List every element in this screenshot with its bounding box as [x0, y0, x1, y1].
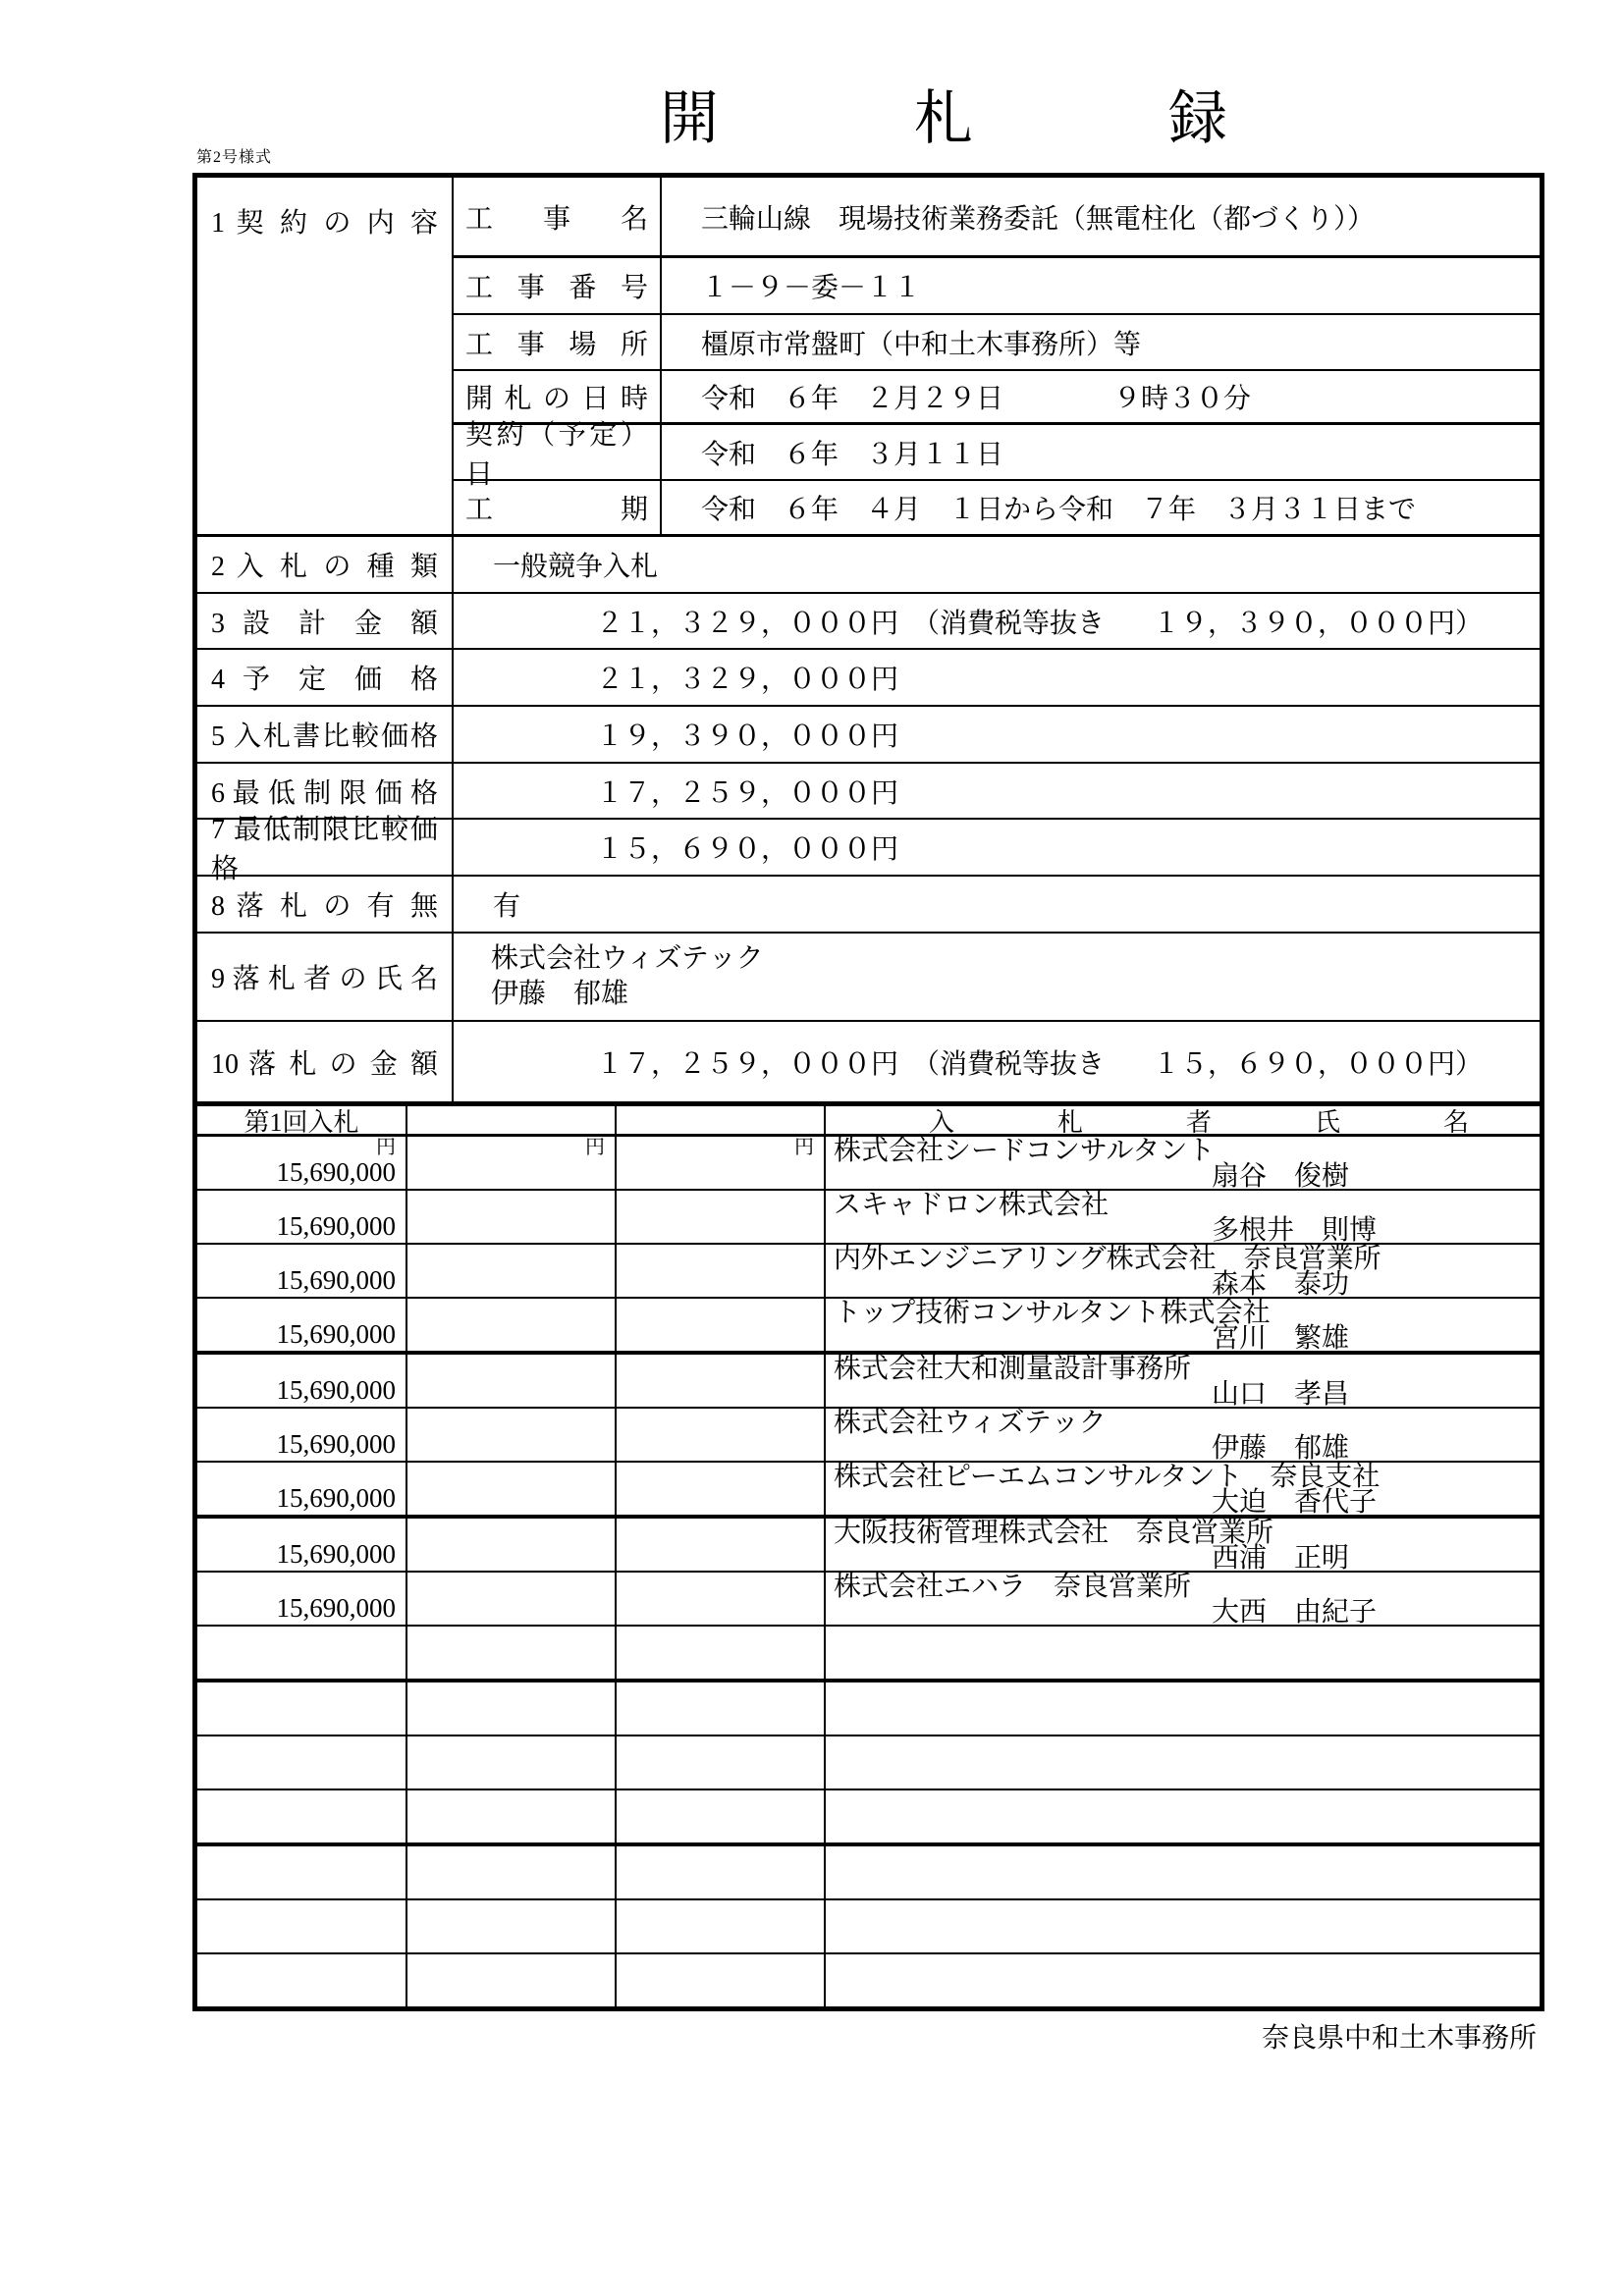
bid-amount-cell [197, 1299, 407, 1351]
bidder-empty-row [197, 1790, 1540, 1846]
contract-label-cell [197, 178, 454, 534]
empty-amount-cell [407, 1900, 617, 1952]
empty-amount-cell [617, 1191, 826, 1243]
bidder-name-cell [826, 1136, 1540, 1192]
title-char-2: 札 [914, 86, 973, 151]
row-design-amount [197, 594, 1540, 650]
min-limit-value: １７，２５９，０００円 [596, 777, 899, 809]
bidder-row [197, 1573, 1540, 1627]
bid-amount: 15,690,000 [276, 1483, 396, 1513]
empty-amount-cell [407, 1846, 617, 1898]
empty-name-cell [826, 1736, 1540, 1789]
empty-name-cell [826, 1790, 1540, 1842]
bidder-empty-row [197, 1954, 1540, 2006]
bid-amount: 15,690,000 [276, 1265, 396, 1295]
bidder-representative: 扇谷 俊樹 [1212, 1161, 1350, 1192]
bidder-name-cell [826, 1244, 1540, 1300]
issuing-office: 奈良県中和土木事務所 [1261, 2023, 1537, 2054]
bidder-name-cell [826, 1518, 1540, 1574]
bid-type-value: 一般競争入札 [493, 552, 659, 582]
bidder-representative: 森本 泰功 [1212, 1269, 1350, 1300]
empty-amount-cell [617, 1954, 826, 2006]
min-compare-label: 7 最低制限比較価格 [211, 815, 438, 884]
contract-date-label-cell [454, 419, 662, 490]
design-amount-value [454, 594, 1540, 648]
bidder-empty-row [197, 1846, 1540, 1900]
bid-amount: 15,690,000 [276, 1429, 396, 1459]
row-project-place [454, 315, 1540, 371]
bidder-representative: 大西 由紀子 [1212, 1597, 1378, 1628]
bidder-company: 株式会社エハラ 奈良営業所 [834, 1572, 1192, 1602]
bidder-name-cell [826, 1298, 1540, 1354]
row-award-status [197, 877, 1540, 934]
bidder-company: 大阪技術管理株式会社 奈良営業所 [834, 1518, 1274, 1548]
bidder-company: スキャドロン株式会社 [834, 1190, 1110, 1220]
winner-representative: 伊藤 郁雄 [491, 979, 629, 1009]
award-amount-label-cell [197, 1022, 454, 1101]
bidder-company: 株式会社ウィズテック [834, 1408, 1107, 1438]
bidder-empty-row [197, 1736, 1540, 1790]
min-compare-value: １５，６９０，０００円 [596, 834, 899, 865]
winner-name-value [454, 934, 1540, 1020]
bid-amount: 15,690,000 [276, 1593, 396, 1623]
bidder-company: トップ技術コンサルタント株式会社 [834, 1298, 1271, 1328]
empty-amount-cell [617, 1900, 826, 1952]
contract-label: 1 契 約 の 内 容 [211, 208, 438, 239]
empty-amount-cell [407, 1409, 617, 1461]
award-status-value: 有 [493, 891, 521, 922]
bidder-row [197, 1245, 1540, 1299]
empty-amount-cell [617, 1682, 826, 1735]
award-amount-value [454, 1022, 1540, 1101]
empty-amount-cell [617, 1245, 826, 1297]
empty-amount-cell [617, 1519, 826, 1571]
empty-amount-cell [407, 1137, 617, 1189]
contract-date-label: 契約（予定）日 [465, 419, 648, 490]
header-empty-cell-1 [407, 1106, 617, 1134]
bidders-table [197, 1101, 1540, 2006]
work-period-label: 工 期 [465, 495, 648, 525]
opening-datetime-value: 令和 ６年 ２月２９日 ９時３０分 [701, 384, 1252, 414]
empty-name-cell [826, 1954, 1540, 2006]
bid-amount: 15,690,000 [276, 1539, 396, 1569]
opening-datetime-label: 開 札 の 日 時 [465, 384, 648, 414]
bidder-names-header-cell [826, 1106, 1540, 1137]
bidder-name-cell [826, 1572, 1540, 1628]
empty-name-cell [826, 1682, 1540, 1735]
row-bid-type [197, 537, 1540, 594]
yen-unit-label: 円 [585, 1137, 605, 1158]
empty-amount-cell [407, 1299, 617, 1351]
bid-compare-label: 5 入札書比較価格 [211, 721, 438, 752]
empty-amount-cell [407, 1519, 617, 1571]
title-char-3: 録 [1168, 86, 1227, 151]
bid-amount-cell [197, 1355, 407, 1407]
empty-amount-cell [617, 1573, 826, 1625]
project-place-value: 橿原市常盤町（中和土木事務所）等 [701, 329, 1142, 360]
contract-subrows [454, 178, 1540, 534]
planned-price-value: ２１，３２９，０００円 [596, 665, 899, 695]
bid-type-label-cell [197, 537, 454, 592]
bidder-row [197, 1355, 1540, 1409]
project-name-label-cell [454, 178, 662, 255]
row-min-compare-price [197, 815, 1540, 884]
bidder-row [197, 1299, 1540, 1355]
bidder-row [197, 1191, 1540, 1245]
bidder-company: 株式会社ピーエムコンサルタント 奈良支社 [834, 1462, 1380, 1492]
bid-amount-cell [197, 1245, 407, 1297]
empty-amount-cell [407, 1355, 617, 1407]
empty-amount-cell [617, 1409, 826, 1461]
bidder-representative: 大迫 香代子 [1212, 1487, 1378, 1518]
bidder-empty-row [197, 1682, 1540, 1736]
empty-amount-cell [617, 1137, 826, 1189]
empty-amount-cell [617, 1355, 826, 1407]
row-contract-date [454, 419, 1540, 490]
award-status-label: 8 落 札 の 有 無 [211, 891, 438, 922]
bid-amount-cell [197, 1137, 407, 1189]
bidder-company: 株式会社シードコンサルタント [834, 1136, 1216, 1166]
bidder-representative: 宮川 繁雄 [1212, 1323, 1350, 1354]
bidder-company: 内外エンジニアリング株式会社 奈良営業所 [834, 1244, 1381, 1274]
design-amount-excl-tax: １９，３９０，０００円） [1152, 608, 1483, 639]
bid-compare-label-cell [197, 707, 454, 762]
planned-price-label: 4 予 定 価 格 [211, 665, 438, 695]
bidder-name-cell [826, 1408, 1540, 1464]
design-amount-label: 3 設 計 金 額 [211, 608, 438, 639]
empty-amount-cell [617, 1846, 826, 1898]
bidder-empty-row [197, 1627, 1540, 1682]
project-number-label-cell [454, 258, 662, 313]
row-planned-price [197, 650, 1540, 707]
empty-amount-cell [407, 1191, 617, 1243]
empty-amount-cell [407, 1245, 617, 1297]
empty-amount-cell [197, 1790, 407, 1842]
bidders-header-row [197, 1106, 1540, 1137]
bidder-names-header: 入 札 者 氏 名 [929, 1107, 1469, 1137]
empty-amount-cell [407, 1573, 617, 1625]
page-title [660, 86, 1227, 151]
work-period-label-cell [454, 481, 662, 534]
bid-type-label: 2 入 札 の 種 類 [211, 552, 438, 582]
empty-amount-cell [617, 1463, 826, 1515]
bid-amount-cell [197, 1573, 407, 1625]
empty-amount-cell [617, 1790, 826, 1842]
bid-amount: 15,690,000 [276, 1157, 396, 1187]
empty-amount-cell [407, 1790, 617, 1842]
empty-name-cell [826, 1846, 1540, 1898]
project-name-label: 工 事 名 [465, 203, 648, 235]
bidder-name-cell [826, 1354, 1540, 1410]
yen-unit-label: 円 [376, 1137, 396, 1158]
project-number-label: 工 事 番 号 [465, 273, 648, 303]
empty-amount-cell [407, 1682, 617, 1735]
row-award-amount [197, 1022, 1540, 1101]
row-project-number [454, 258, 1540, 315]
contract-date-value: 令和 ６年 ３月１１日 [701, 439, 1004, 470]
project-name-value: 三輪山線 現場技術業務委託（無電柱化（都づくり）） [701, 203, 1376, 235]
bidder-empty-row [197, 1900, 1540, 1954]
bidder-company: 株式会社大和測量設計事務所 [834, 1354, 1192, 1384]
empty-amount-cell [617, 1299, 826, 1351]
empty-amount-cell [197, 1954, 407, 2006]
form-number-note: 第2号様式 [196, 149, 273, 166]
empty-name-cell [826, 1900, 1540, 1952]
bidder-row [197, 1137, 1540, 1191]
empty-amount-cell [197, 1682, 407, 1735]
empty-amount-cell [407, 1627, 617, 1679]
title-char-1: 開 [660, 86, 719, 151]
project-number-value: １－９－委－１１ [701, 273, 922, 303]
award-amount-excl-tax: １５，６９０，０００円） [1152, 1048, 1483, 1080]
empty-amount-cell [197, 1627, 407, 1679]
bid-amount: 15,690,000 [276, 1375, 396, 1405]
empty-amount-cell [407, 1954, 617, 2006]
row-winner-name [197, 934, 1540, 1022]
empty-amount-cell [617, 1736, 826, 1789]
row-project-name [454, 178, 1540, 258]
bidder-row [197, 1409, 1540, 1463]
winner-name-label-cell [197, 934, 454, 1020]
row-work-period [454, 481, 1540, 534]
empty-amount-cell [197, 1846, 407, 1898]
bid-amount-cell [197, 1191, 407, 1243]
bidder-representative: 山口 孝昌 [1212, 1379, 1350, 1410]
design-amount-main: ２１，３２９，０００円 （消費税等抜き [596, 608, 1106, 639]
bid-amount-cell [197, 1409, 407, 1461]
empty-amount-cell [407, 1463, 617, 1515]
project-place-label-cell [454, 315, 662, 369]
winner-name-label: 9 落 札 者 の 氏 名 [211, 964, 438, 994]
min-compare-label-cell [197, 815, 454, 884]
bidder-representative: 多根井 則博 [1212, 1215, 1378, 1246]
project-place-label: 工 事 場 所 [465, 329, 648, 360]
bid-amount-cell [197, 1519, 407, 1571]
min-limit-label: 6 最 低 制 限 価 格 [211, 777, 438, 809]
section-contract [197, 178, 1540, 537]
bidder-row [197, 1463, 1540, 1519]
empty-amount-cell [407, 1736, 617, 1789]
bid-amount-cell [197, 1463, 407, 1515]
empty-name-cell [826, 1627, 1540, 1679]
bidder-name-cell [826, 1462, 1540, 1518]
work-period-value: 令和 ６年 ４月 １日から令和 ７年 ３月３１日まで [701, 495, 1417, 525]
yen-unit-label: 円 [794, 1137, 814, 1158]
record-table [192, 173, 1544, 2011]
header-empty-cell-2 [617, 1106, 826, 1134]
empty-amount-cell [197, 1900, 407, 1952]
bidder-representative: 西浦 正明 [1212, 1543, 1350, 1574]
winner-company: 株式会社ウィズテック [491, 943, 764, 974]
bid-amount: 15,690,000 [276, 1211, 396, 1241]
round-header-cell: 第1回入札 [197, 1106, 407, 1134]
award-amount-label: 10 落 札 の 金 額 [211, 1048, 438, 1080]
empty-amount-cell [617, 1627, 826, 1679]
bidder-name-cell [826, 1190, 1540, 1246]
bidder-row [197, 1519, 1540, 1573]
planned-price-label-cell [197, 650, 454, 705]
row-bid-compare-price [197, 707, 1540, 764]
award-status-label-cell [197, 877, 454, 932]
bid-amount: 15,690,000 [276, 1319, 396, 1349]
bid-compare-value: １９，３９０，０００円 [596, 721, 899, 752]
award-amount-main: １７，２５９，０００円 （消費税等抜き [596, 1048, 1106, 1080]
design-amount-label-cell [197, 594, 454, 648]
empty-amount-cell [197, 1736, 407, 1789]
bidder-representative: 伊藤 郁雄 [1212, 1433, 1350, 1464]
